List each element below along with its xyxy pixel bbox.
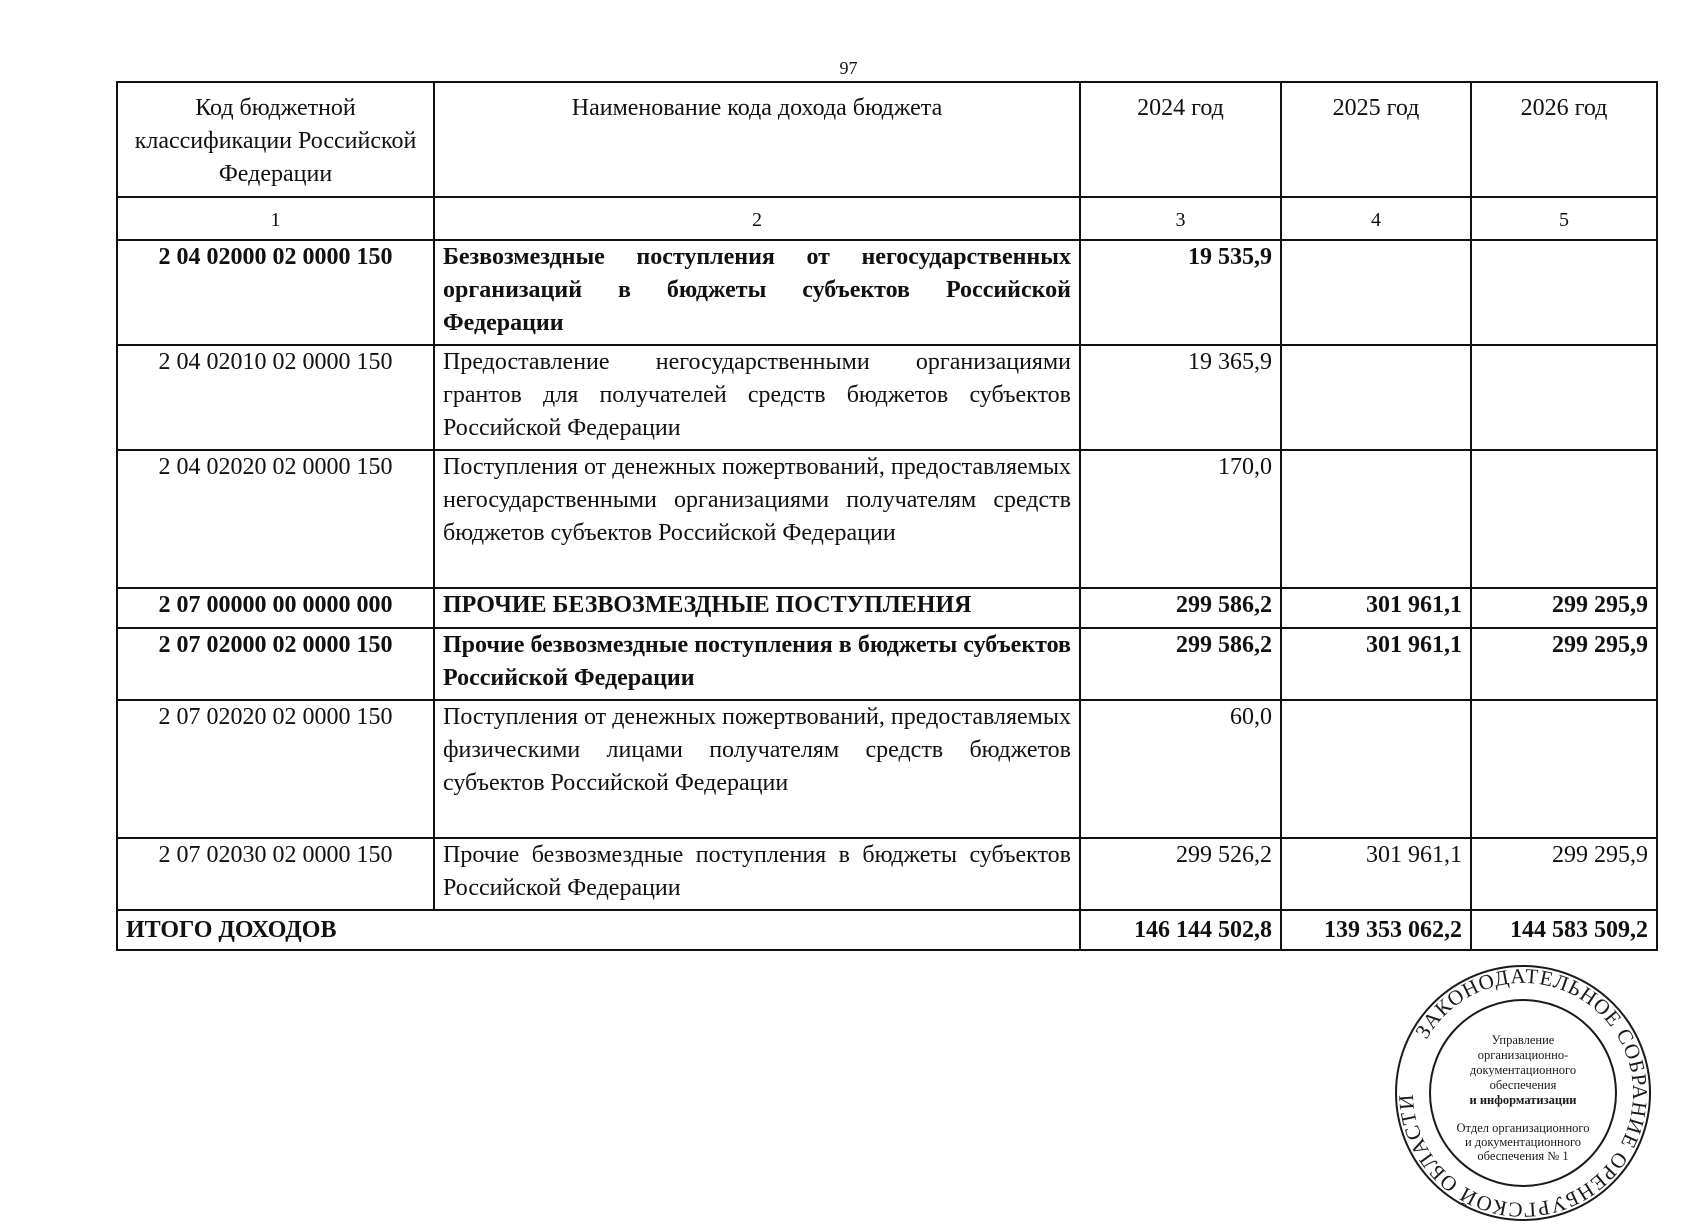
value-2025: 301 961,1 <box>1281 628 1471 700</box>
value-2025 <box>1281 450 1471 588</box>
total-2026: 144 583 509,2 <box>1471 910 1657 950</box>
stamp-line: обеспечения № 1 <box>1477 1149 1569 1163</box>
row-code: 2 07 02030 02 0000 150 <box>117 838 434 910</box>
row-name: Безвозмездные поступления от негосударственных организаций в бюджеты субъектов Российской Федерации <box>434 240 1080 345</box>
table-row <box>117 700 1657 838</box>
table-row <box>117 240 1657 345</box>
stamp-line: и документационного <box>1464 1135 1582 1149</box>
row-code: 2 04 02010 02 0000 150 <box>117 345 434 450</box>
value-2024: 60,0 <box>1080 700 1281 838</box>
row-code: 2 07 02020 02 0000 150 <box>117 700 434 838</box>
row-code: 2 07 02000 02 0000 150 <box>117 628 434 700</box>
header-2026: 2026 год <box>1471 82 1657 197</box>
column-number-row <box>117 197 1657 240</box>
value-2026 <box>1471 700 1657 838</box>
row-code: 2 04 02020 02 0000 150 <box>117 450 434 588</box>
row-name: Поступления от денежных пожертвований, предоставляемых негосударственными организациями получателям средств бюджетов субъектов Российской Федерации <box>434 450 1080 588</box>
stamp-ring-text: ЗАКОНОДАТЕЛЬНОЕ СОБРАНИЕ ОРЕНБУРГСКОЙ ОБЛАСТИ <box>1393 963 1653 1223</box>
row-name: Прочие безвозмездные поступления в бюджеты субъектов Российской Федерации <box>434 628 1080 700</box>
value-2026 <box>1471 240 1657 345</box>
row-code: 2 04 02000 02 0000 150 <box>117 240 434 345</box>
stamp-line: обеспечения <box>1489 1078 1557 1092</box>
header-code: Код бюджетной классификации Российской Федерации <box>117 82 434 197</box>
value-2025: 301 961,1 <box>1281 838 1471 910</box>
header-row <box>117 82 1657 197</box>
value-2025 <box>1281 345 1471 450</box>
table-row <box>117 450 1657 588</box>
page-number: 97 <box>839 58 858 78</box>
value-2026: 299 295,9 <box>1471 588 1657 628</box>
value-2024: 19 365,9 <box>1080 345 1281 450</box>
value-2025 <box>1281 700 1471 838</box>
value-2024: 299 586,2 <box>1080 588 1281 628</box>
stamp-line: организационно- <box>1477 1048 1569 1062</box>
value-2024: 19 535,9 <box>1080 240 1281 345</box>
row-code: 2 07 00000 00 0000 000 <box>117 588 434 628</box>
official-stamp <box>1392 962 1654 1224</box>
value-2024: 170,0 <box>1080 450 1281 588</box>
column-number: 3 <box>1080 197 1281 240</box>
total-row <box>117 910 1657 950</box>
row-name: Поступления от денежных пожертвований, предоставляемых физическими лицами получателям средств бюджетов субъектов Российской Федерации <box>434 700 1080 838</box>
stamp-line: документационного <box>1469 1063 1577 1077</box>
value-2026 <box>1471 345 1657 450</box>
table-row <box>117 628 1657 700</box>
value-2024: 299 526,2 <box>1080 838 1281 910</box>
column-number: 1 <box>117 197 434 240</box>
table-row <box>117 838 1657 910</box>
header-2025: 2025 год <box>1281 82 1471 197</box>
stamp-seal-icon <box>1392 962 1654 1224</box>
column-number: 5 <box>1471 197 1657 240</box>
table-row <box>117 345 1657 450</box>
total-2024: 146 144 502,8 <box>1080 910 1281 950</box>
row-name: ПРОЧИЕ БЕЗВОЗМЕЗДНЫЕ ПОСТУПЛЕНИЯ <box>434 588 1080 628</box>
revenue-table <box>116 81 1658 951</box>
stamp-line: и информатизации <box>1469 1093 1577 1107</box>
column-number: 4 <box>1281 197 1471 240</box>
total-label: ИТОГО ДОХОДОВ <box>117 910 1080 950</box>
value-2026 <box>1471 450 1657 588</box>
value-2024: 299 586,2 <box>1080 628 1281 700</box>
value-2025 <box>1281 240 1471 345</box>
value-2026: 299 295,9 <box>1471 838 1657 910</box>
header-2024: 2024 год <box>1080 82 1281 197</box>
stamp-line: Управление <box>1491 1033 1555 1047</box>
header-name: Наименование кода дохода бюджета <box>434 82 1080 197</box>
row-name: Предоставление негосударственными организациями грантов для получателей средств бюджетов субъектов Российской Федерации <box>434 345 1080 450</box>
total-2025: 139 353 062,2 <box>1281 910 1471 950</box>
column-number: 2 <box>434 197 1080 240</box>
value-2026: 299 295,9 <box>1471 628 1657 700</box>
row-name: Прочие безвозмездные поступления в бюджеты субъектов Российской Федерации <box>434 838 1080 910</box>
stamp-line: Отдел организационного <box>1456 1121 1590 1135</box>
table-row <box>117 588 1657 628</box>
value-2025: 301 961,1 <box>1281 588 1471 628</box>
